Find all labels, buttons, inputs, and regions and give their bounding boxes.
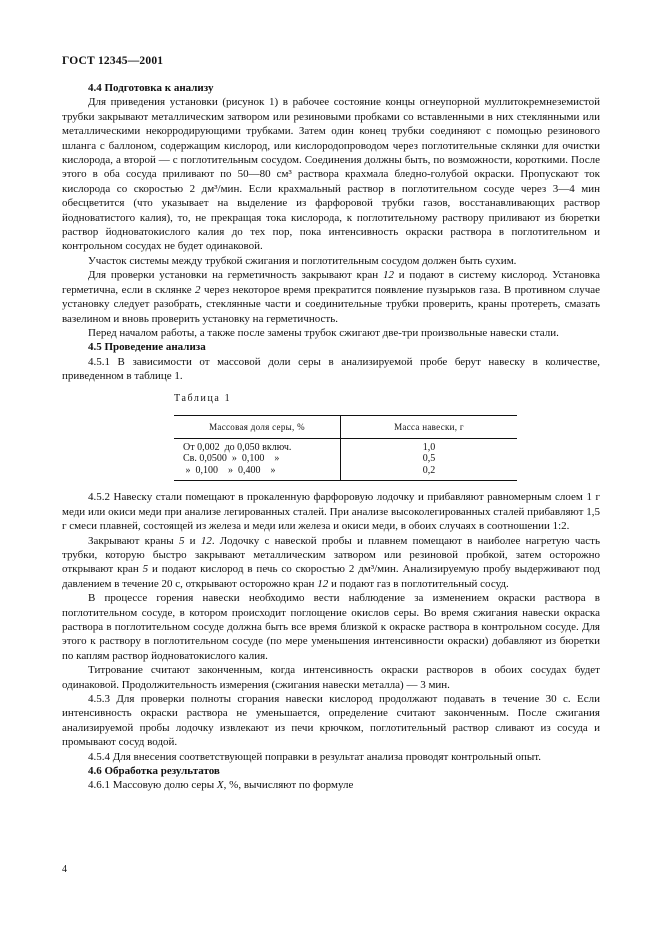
paragraph: Перед началом работы, а также после замены трубок сжигают две-три произвольные навески стали. (88, 326, 559, 339)
paragraph: 4.6.1 Массовую долю серы X, %, вычисляют по формуле (88, 779, 354, 792)
mass-row: 0,2 (422, 464, 436, 476)
paragraph: 4.5.2 Навеску стали помещают в прокаленную фарфоровую лодочку и прибавляют равномерным слоем 1 г меди или окиси меди при анализе легированных сталей. При анализе высоколегированных сталей прибавляют 1,5 г смеси плавней, состоящей из железа и меди или железа и окиси меди, в обоих случаях в соотношении 1:2. (62, 491, 600, 533)
table-caption: Таблица 1 (174, 392, 232, 404)
page-content (62, 81, 600, 793)
section-4-6-heading: 4.6 Обработка результатов (88, 765, 220, 778)
paragraph: 4.5.1 В зависимости от массовой доли серы в анализируемой пробе берут навеску в количестве, приведенном в таблице 1. (62, 355, 600, 383)
mass-row: 1,0 (422, 441, 436, 453)
mass-row: 0,5 (422, 453, 436, 465)
paragraph: Участок системы между трубкой сжигания и поглотительным сосудом должен быть сухим. (88, 254, 517, 267)
table-1 (174, 415, 517, 481)
paragraph: Для проверки установки на герметичность закрывают кран 12 и подают в систему кислород. Установка герметична, если в склянке 2 через некоторое время прекратится появление пузырьков газа. В противном случае установку следует разобрать, стеклянные части и соединительные трубки проверить, краны протереть, смазать вазелином и вновь проверить установку на герметичность. (62, 269, 600, 325)
range-row: От 0,002 до 0,050 включ. (183, 441, 292, 453)
page-header: ГОСТ 12345—2001 (62, 55, 164, 67)
paragraph: Закрывают краны 5 и 12. Лодочку с навеской пробы и плавнем помещают в наиболее нагретую часть трубки, которую быстро закрывают металлическим затвором или резиновой пробкой, затем осторожно открывают кран 5 и подают кислород в печь со скоростью 2 дм³/мин. Анализируемую пробу выдерживают под давлением в течение 20 с, открывают осторожно кран 12 и подают газ в поглотительный сосуд. (62, 534, 601, 590)
paragraph: В процессе горения навески необходимо вести наблюдение за изменением окраски раствора в поглотительном сосуде, в котором происходит поглощение окислов серы. Во время сжигания навески окраска раствора в поглотительном сосуде должна быть все время близкой к окраске раствора в контрольном сосуде. Для этого к раствору в поглотительном сосуде (по мере уменьшения интенсивности окраски) добавляют из бюретки по каплям раствор йодноватокислого калия. (62, 592, 600, 662)
paragraph: Титрование считают законченным, когда интенсивность окраски растворов в обоих сосудах будет одинаковой. Продолжительность измерения (сжигания навески металла) — 3 мин. (62, 664, 600, 691)
paragraph: Для приведения установки (рисунок 1) в рабочее состояние концы огнеупорной муллитокремнеземистой трубки закрывают металлическим затвором или резиновыми пробками со вставленными в них стеклянными или металлическими некорродирующими трубками. Затем один конец трубки соединяют с помощью резинового шланга с баллоном, содержащим кислород, или кислородопроводом через поглотительные склянки для очистки кислорода, а второй — с поглотительным сосудом. Соединения должны быть, по возможности, короткими. После этого в оба сосуда приливают по 50—80 см³ раствора крахмала бледно-голубой окраски. Пропускают ток кислорода со скоростью 2 дм³/мин. Если крахмальный раствор в поглотительном сосуде через 3—4 мин обесцветится (что указывает на выделение из фарфоровой трубки газов, восстанавливающих раствор йодноватистого калия), то, не прекращая тока кислорода, к поглотительному раствору приливают из бюретки раствор йодноватокислого калия до тех пор, пока интенсивность окраски раствора в поглотительном и контрольном сосудах не будет одинаковой. (62, 96, 600, 253)
section-4-5-heading: 4.5 Проведение анализа (88, 341, 206, 354)
table-header-sulfur: Массовая доля серы, % (174, 415, 341, 438)
table-cell-masses (341, 438, 518, 481)
table-header-mass: Масса навески, г (341, 415, 518, 438)
range-row: » 0,100 » 0,400 » (183, 464, 276, 476)
page-number: 4 (62, 864, 67, 875)
section-4-4-heading: 4.4 Подготовка к анализу (88, 82, 214, 94)
table-cell-ranges (174, 438, 341, 481)
paragraph: 4.5.4 Для внесения соответствующей поправки в результат анализа проводят контрольный опыт. (88, 750, 541, 763)
range-row: Св. 0,0500 » 0,100 » (183, 453, 280, 465)
paragraph: 4.5.3 Для проверки полноты сгорания навески кислород продолжают подавать в течение 30 с. Если интенсивность окраски раствора не уменьшается, определение считают законченным. После сжигания анализируемой пробы лодочку извлекают из печи крючком, поглотительный раствор сливают из сосуда и промывают сосуд водой. (62, 693, 600, 749)
